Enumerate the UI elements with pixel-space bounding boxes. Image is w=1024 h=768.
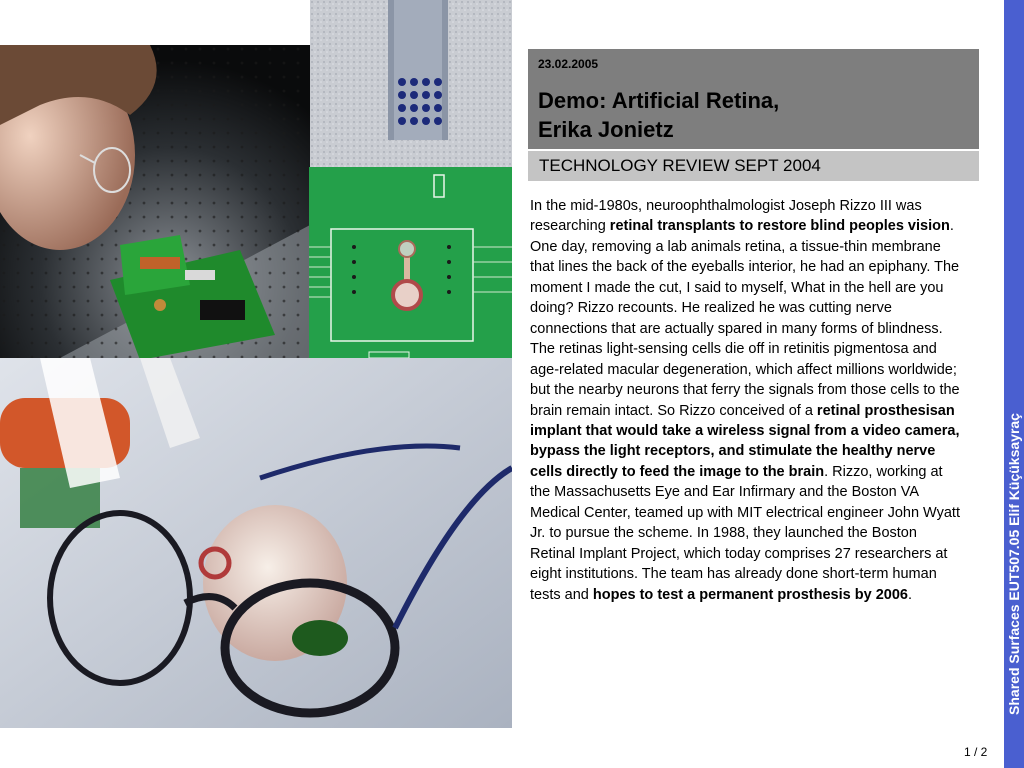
article-bold-1: retinal transplants to restore blind peoples vision <box>609 218 950 235</box>
header-box <box>528 49 979 149</box>
slide-date: 23.02.2005 <box>538 57 599 71</box>
title-line-2: Erika Jonietz <box>538 117 674 142</box>
article-bold-3: hopes to test a permanent prosthesis by 2006 <box>592 586 908 603</box>
side-strip-label: Shared Surfaces EUT507.05 Elif Küçüksayraç <box>1006 413 1022 715</box>
side-strip <box>1004 0 1024 768</box>
article-bold-2: retinal prosthesisan implant that would take a wireless signal from a video camera, bypass the light receptors, and stimulate the healthy nerve cells directly to feed the image to the brain <box>530 402 960 480</box>
eyeglasses-photo <box>0 358 512 728</box>
article-text-3: . Rizzo, working at the Massachusetts Eye and Ear Infirmary and the Boston VA Medical Center, teamed up with MIT electrical engineer John Wyatt Jr. to pursue the scheme. In 1988, they launched the Boston Retinal Implant Project, which today comprises 27 researchers at eight institutions. The team has already done short-term human tests and <box>530 463 960 603</box>
title-line-1: Demo: Artificial Retina, <box>538 88 780 113</box>
article-text-1: In the mid-1980s, neuroophthalmologist Joseph Rizzo III was researching <box>530 198 922 235</box>
slide-title <box>538 86 779 144</box>
article-text-2: . One day, removing a lab animals retina, a tissue-thin membrane that lines the back of the eyeballs interior, he had an epiphany. The moment I made the cut, I said to myself, What in the hell are you doing? Rizzo recounts. He realized he was cutting nerve connections that are actually spared in many forms of blindness. The retinas light-sensing cells die off in retinitis pigmentosa and age-related macular degeneration, which affect millions worldwide; but the nearby neurons that ferry the signals from those cells to the brain remain intact. So Rizzo conceived of a <box>530 218 960 419</box>
circuit-board-photo <box>309 167 512 380</box>
chip-photo <box>310 0 512 167</box>
page-number: 1 / 2 <box>964 745 988 759</box>
article-body <box>530 196 962 605</box>
researcher-photo <box>0 45 310 358</box>
article-text-4: . <box>907 586 912 603</box>
source-label: TECHNOLOGY REVIEW SEPT 2004 <box>539 156 821 175</box>
source-box <box>528 151 979 181</box>
